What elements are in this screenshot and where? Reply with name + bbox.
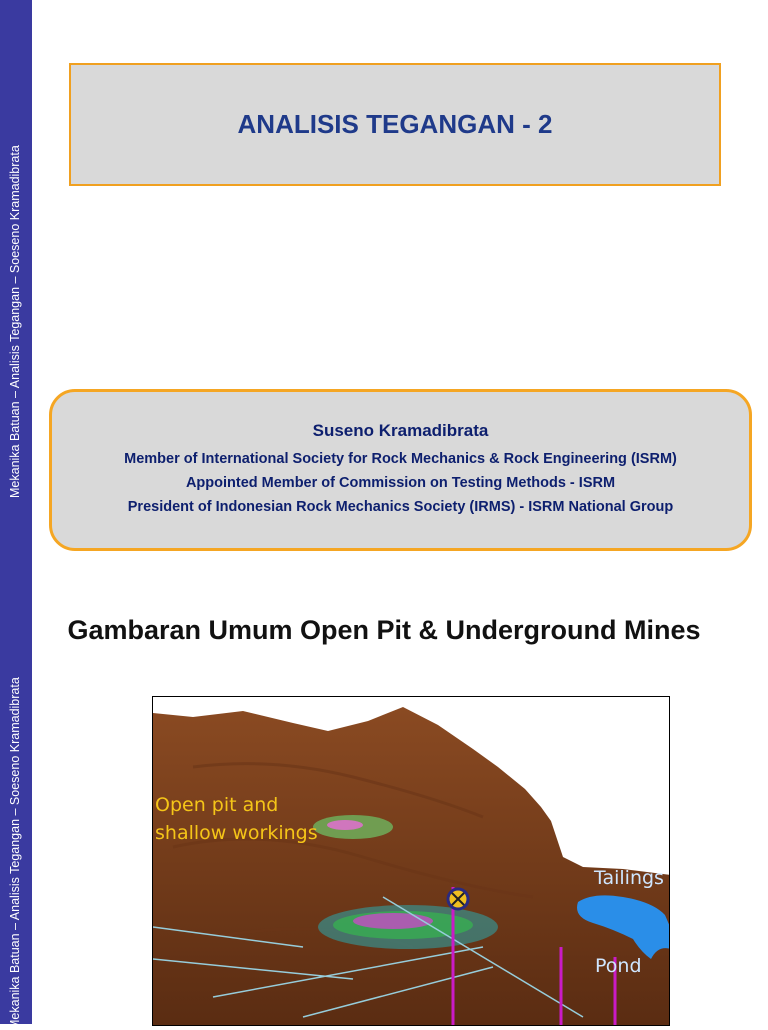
sidebar-footer-text-lower: Mekanika Batuan – Analisis Tegangan – Soeseno Kramadibrata bbox=[8, 677, 22, 1030]
title-box bbox=[69, 63, 721, 186]
author-name: Suseno Kramadibrata bbox=[312, 421, 489, 440]
open-pit-label: Open pit and shallow workings bbox=[155, 794, 318, 844]
pond-label: Pond bbox=[595, 955, 642, 977]
terrain-surface bbox=[153, 707, 670, 1026]
author-affiliation-3: President of Indonesian Rock Mechanics Society (IRMS) - ISRM National Group bbox=[127, 499, 674, 515]
slide-title: ANALISIS TEGANGAN - 2 bbox=[237, 109, 553, 139]
author-affiliation-2: Appointed Member of Commission on Testing Methods - ISRM bbox=[185, 475, 616, 491]
tailings-label: Tailings bbox=[594, 867, 664, 889]
section-heading: Gambaran Umum Open Pit & Underground Mines bbox=[67, 615, 701, 645]
author-affiliation-1: Member of International Society for Rock Mechanics & Rock Engineering (ISRM) bbox=[124, 451, 677, 467]
author-box bbox=[49, 389, 752, 551]
sidebar-footer-text: Mekanika Batuan – Analisis Tegangan – Soeseno Kramadibrata bbox=[8, 145, 22, 498]
sidebar-band bbox=[0, 0, 32, 1030]
mine-terrain-graphic bbox=[153, 697, 670, 1026]
mine-illustration bbox=[152, 696, 670, 1026]
